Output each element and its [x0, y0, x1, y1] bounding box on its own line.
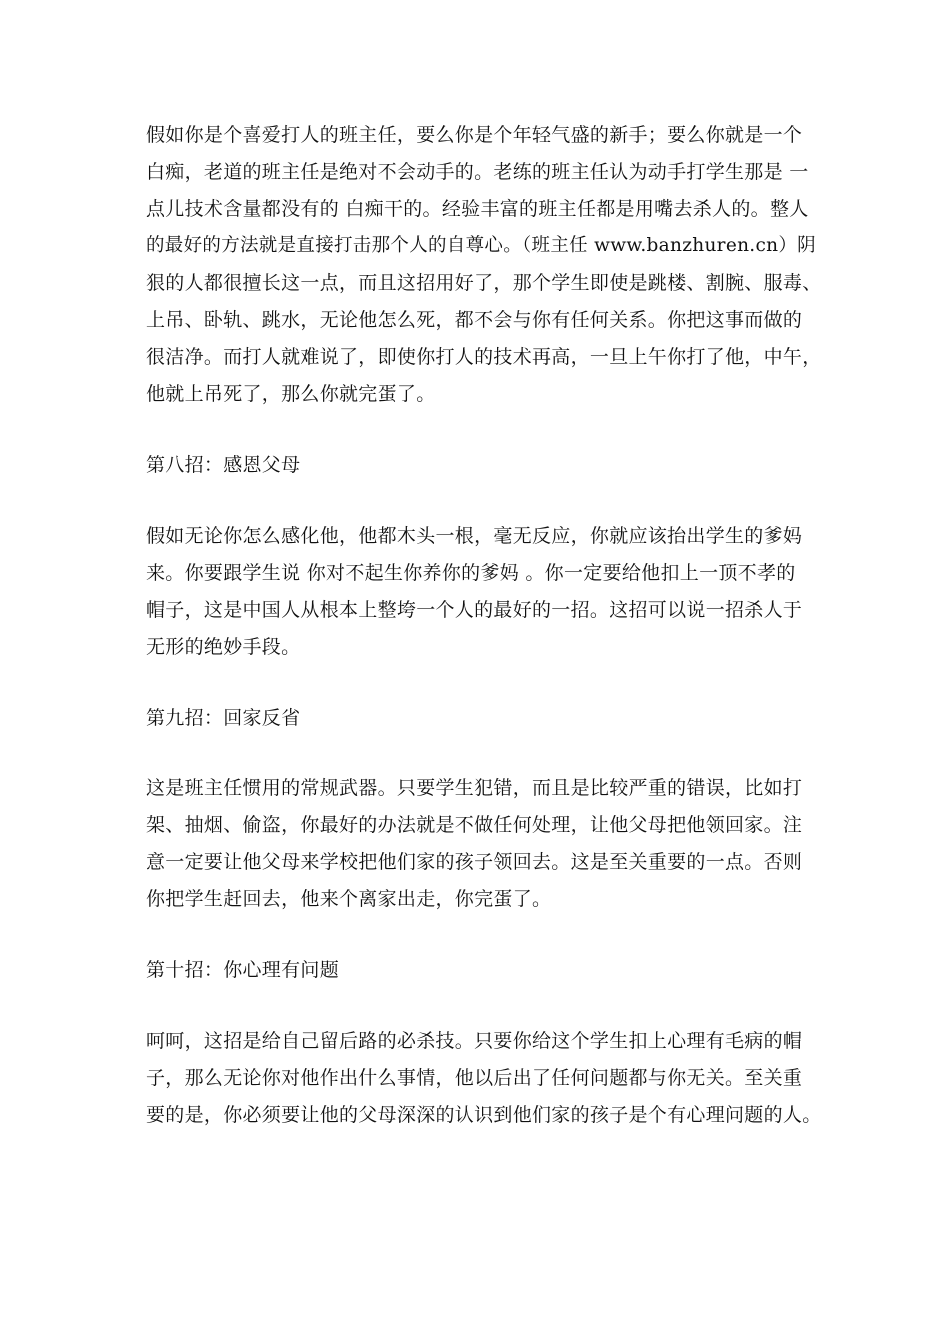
section-heading-9: 第九招：回家反省	[146, 707, 301, 729]
paragraph-2-line-1: 假如无论你怎么感化他，他都木头一根，毫无反应，你就应该抬出学生的爹妈	[146, 525, 803, 547]
paragraph-4-line-1: 呵呵，这招是给自己留后路的必杀技。只要你给这个学生扣上心理有毛病的帽	[146, 1030, 803, 1052]
paragraph-3-line-4: 你把学生赶回去，他来个离家出走，你完蛋了。	[146, 888, 552, 910]
paragraph-3-line-1: 这是班主任惯用的常规武器。只要学生犯错，而且是比较严重的错误，比如打	[146, 777, 803, 799]
paragraph-1-line-5: 狠的人都很擅长这一点，而且这招用好了，那个学生即使是跳楼、割腕、服毒、	[146, 272, 822, 294]
paragraph-3-line-3: 意一定要让他父母来学校把他们家的孩子领回去。这是至关重要的一点。否则	[146, 851, 803, 873]
paragraph-4-line-3: 要的是，你必须要让他的父母深深的认识到他们家的孩子是个有心理问题的人。	[146, 1104, 822, 1126]
paragraph-1-line-8: 他就上吊死了，那么你就完蛋了。	[146, 383, 436, 405]
paragraph-2-line-2: 来。你要跟学生说 你对不起生你养你的爹妈 。你一定要给他扣上一顶不孝的	[146, 562, 796, 584]
section-heading-10: 第十招：你心理有问题	[146, 959, 340, 981]
paragraph-1-line-1: 假如你是个喜爱打人的班主任，要么你是个年轻气盛的新手；要么你就是一个	[146, 124, 803, 146]
section-heading-8: 第八招：感恩父母	[146, 454, 301, 476]
paragraph-3-line-2: 架、抽烟、偷盗，你最好的办法就是不做任何处理，让他父母把他领回家。注	[146, 814, 803, 836]
paragraph-1-line-2: 白痴，老道的班主任是绝对不会动手的。老练的班主任认为动手打学生那是 一	[146, 161, 809, 183]
paragraph-2-line-3: 帽子，这是中国人从根本上整垮一个人的最好的一招。这招可以说一招杀人于	[146, 599, 803, 621]
paragraph-1-line-4: 的最好的方法就是直接打击那个人的自尊心。（班主任 www.banzhuren.cn）阴	[146, 235, 816, 256]
paragraph-4-line-2: 子，那么无论你对他作出什么事情，他以后出了任何问题都与你无关。至关重	[146, 1067, 803, 1089]
paragraph-1-line-7: 很洁净。而打人就难说了，即使你打人的技术再高，一旦上午你打了他，中午，	[146, 346, 822, 368]
paragraph-2-line-4: 无形的绝妙手段。	[146, 636, 301, 658]
paragraph-1-line-3: 点儿技术含量都没有的 白痴干的。经验丰富的班主任都是用嘴去杀人的。整人	[146, 198, 809, 220]
paragraph-1-line-6: 上吊、卧轨、跳水，无论他怎么死，都不会与你有任何关系。你把这事而做的	[146, 309, 803, 331]
